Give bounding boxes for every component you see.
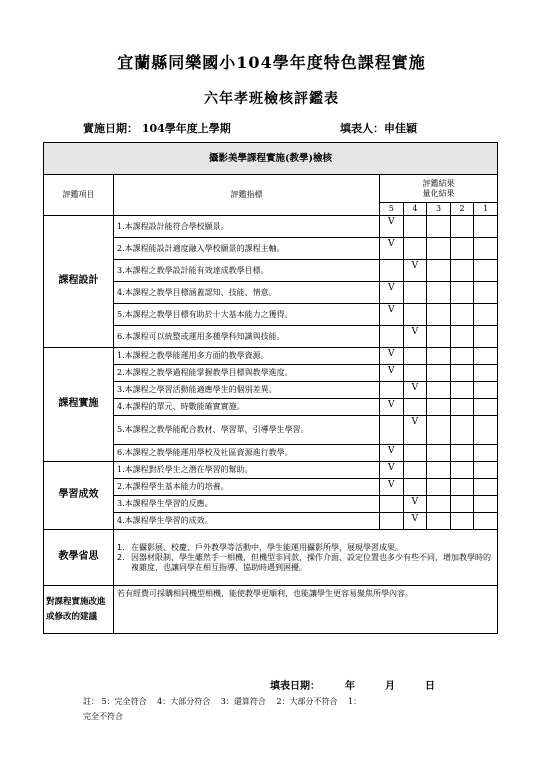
check-mark: V: [403, 326, 427, 348]
score-cell: [474, 216, 498, 238]
reflection-label: 教學省思: [44, 530, 114, 586]
category-label: 課程實施: [44, 348, 114, 462]
score-cell: [474, 260, 498, 282]
category-label: 課程設計: [44, 216, 114, 348]
score-cell: [427, 513, 451, 530]
score-cell: [474, 304, 498, 326]
score-cell: [427, 445, 451, 462]
score-cell: [474, 513, 498, 530]
table-row: [44, 462, 498, 479]
reflection-item-number: 2.: [117, 552, 125, 562]
score-cell: [450, 260, 474, 282]
check-mark: V: [380, 445, 404, 462]
score-cell: [450, 416, 474, 445]
score-cell: [427, 326, 451, 348]
score-cell: [380, 260, 404, 282]
indicator-text: 1.本課程設計能符合學校願景。: [114, 216, 380, 238]
check-mark: V: [380, 399, 404, 416]
result-label: 評鑑結果: [422, 178, 455, 188]
evaluation-table: [43, 142, 498, 634]
score-cell: [474, 462, 498, 479]
score-cell: [427, 365, 451, 382]
check-mark: V: [380, 348, 404, 365]
indicator-text: 2.本課程學生基本能力的培養。: [114, 479, 380, 496]
indicator-text: 4.本課程學生學習的成效。: [114, 513, 380, 530]
score-cell: [450, 348, 474, 365]
indicator-text: 2.本課程能設計適度融入學校願景的課程主軸。: [114, 238, 380, 260]
category-label: 學習成效: [44, 462, 114, 530]
score-cell: [403, 238, 427, 260]
score-cell: [403, 348, 427, 365]
reflection-item: [117, 543, 494, 553]
table-heading: 攝影美學課程實施(教學)檢核: [44, 143, 498, 175]
score-cell: [427, 304, 451, 326]
column-header-indicator: 評鑑指標: [114, 175, 380, 216]
score-cell: [474, 282, 498, 304]
indicator-text: 2.本課程之教學過程能掌握教學目標與教學進度。: [114, 365, 380, 382]
score-cell: [474, 416, 498, 445]
score-cell: [403, 445, 427, 462]
indicator-text: 3.本課程之學習活動能適應學生的個別差異。: [114, 382, 380, 399]
note-line-1: 註： 5：完全符合 4：大部分符合 3：還算符合 2：大部分不符合 1：: [83, 697, 362, 706]
indicator-text: 6.本課程可以統整或運用多種學科知識與技能。: [114, 326, 380, 348]
check-mark: V: [380, 282, 404, 304]
score-cell: [427, 496, 451, 513]
indicator-text: 4.本課程的單元、時數能確實實施。: [114, 399, 380, 416]
score-cell: [450, 238, 474, 260]
score-header-2: 2: [450, 203, 474, 216]
check-mark: V: [380, 479, 404, 496]
check-mark: V: [403, 416, 427, 445]
score-cell: [450, 216, 474, 238]
table-row: [44, 348, 498, 365]
score-cell: [380, 513, 404, 530]
indicator-text: 4.本課程之教學目標涵蓋認知、技能、情意。: [114, 282, 380, 304]
score-header-4: 4: [403, 203, 427, 216]
reflection-row: [44, 530, 498, 586]
indicator-text: 1.本課程之教學能運用多方面的教學資源。: [114, 348, 380, 365]
score-cell: [474, 348, 498, 365]
score-header-1: 1: [474, 203, 498, 216]
score-cell: [450, 326, 474, 348]
reflection-content: [114, 530, 498, 586]
indicator-text: 3.本課程學生學習的反應。: [114, 496, 380, 513]
reflection-item-text: 因器材限制，學生雖然手一相機，但機型非同款，操作介面、設定位置也多少有些不同，增加教學時的複雜度，也讓同學在相互指導、協助時遇到困擾。: [131, 552, 491, 572]
fill-date: 填表日期： 年 月 日: [270, 681, 435, 692]
score-cell: [474, 365, 498, 382]
score-header-3: 3: [427, 203, 451, 216]
indicator-text: 6.本課程之教學能運用學校及社區資源進行教學。: [114, 445, 380, 462]
table-row: [44, 216, 498, 238]
check-mark: V: [403, 382, 427, 399]
score-cell: [450, 282, 474, 304]
document-subtitle: 六年孝班檢核評鑑表: [204, 91, 339, 107]
score-cell: [403, 216, 427, 238]
score-cell: [474, 399, 498, 416]
score-cell: [450, 365, 474, 382]
score-cell: [427, 348, 451, 365]
score-cell: [380, 496, 404, 513]
score-cell: [450, 513, 474, 530]
suggestion-label: 對課程實施改進或修改的建議: [44, 586, 114, 634]
note-line-2: 完全不符合: [83, 712, 123, 722]
check-mark: V: [403, 513, 427, 530]
document-title: 宜蘭縣同樂國小104學年度特色課程實施: [117, 53, 426, 72]
indicator-text: 3.本課程之教學設計能有效達成教學目標。: [114, 260, 380, 282]
score-cell: [427, 216, 451, 238]
score-cell: [403, 462, 427, 479]
quantified-label: 量化結果: [422, 188, 455, 198]
column-header-item: 評鑑項目: [44, 175, 114, 216]
score-cell: [450, 445, 474, 462]
indicator-text: 5.本課程之教學能配合教材、學習單，引導學生學習。: [114, 416, 380, 445]
score-cell: [427, 238, 451, 260]
score-cell: [427, 399, 451, 416]
score-header-5: 5: [380, 203, 404, 216]
score-cell: [427, 282, 451, 304]
reflection-item-number: 1.: [117, 542, 125, 552]
score-cell: [403, 479, 427, 496]
score-cell: [427, 479, 451, 496]
score-cell: [450, 382, 474, 399]
score-cell: [474, 382, 498, 399]
check-mark: V: [380, 238, 404, 260]
check-mark: V: [380, 365, 404, 382]
check-mark: V: [380, 304, 404, 326]
score-cell: [427, 260, 451, 282]
score-cell: [450, 462, 474, 479]
score-cell: [427, 462, 451, 479]
score-cell: [474, 445, 498, 462]
score-cell: [474, 238, 498, 260]
score-cell: [450, 496, 474, 513]
check-mark: V: [380, 216, 404, 238]
score-cell: [380, 382, 404, 399]
reflection-item-text: 在攝影展、校慶、戶外教學等活動中，學生能運用攝影所學，展現學習成果。: [131, 542, 403, 552]
score-cell: [450, 304, 474, 326]
score-cell: [450, 399, 474, 416]
score-cell: [474, 479, 498, 496]
reflection-item: [117, 553, 494, 573]
indicator-text: 1.本課程對於學生之潛在學習的幫助。: [114, 462, 380, 479]
rating-note: [83, 694, 463, 724]
suggestion-content: 若有經費可採購相同機型相機，能使教學更順利，也能讓學生更容易聚焦所學內容。: [114, 586, 498, 634]
score-cell: [450, 479, 474, 496]
score-cell: [380, 326, 404, 348]
suggestion-row: [44, 586, 498, 634]
score-cell: [474, 326, 498, 348]
check-mark: V: [403, 496, 427, 513]
score-cell: [403, 282, 427, 304]
score-cell: [427, 382, 451, 399]
column-header-result: [380, 175, 498, 203]
check-mark: V: [380, 462, 404, 479]
score-cell: [403, 399, 427, 416]
score-cell: [474, 496, 498, 513]
score-cell: [403, 365, 427, 382]
filler-name: 填表人：申佳穎: [340, 122, 417, 135]
check-mark: V: [403, 260, 427, 282]
score-cell: [427, 416, 451, 445]
implementation-date: 實施日期： 104學年度上學期: [83, 122, 231, 135]
indicator-text: 5.本課程之教學目標有助於十大基本能力之獲得。: [114, 304, 380, 326]
score-cell: [380, 416, 404, 445]
score-cell: [403, 304, 427, 326]
